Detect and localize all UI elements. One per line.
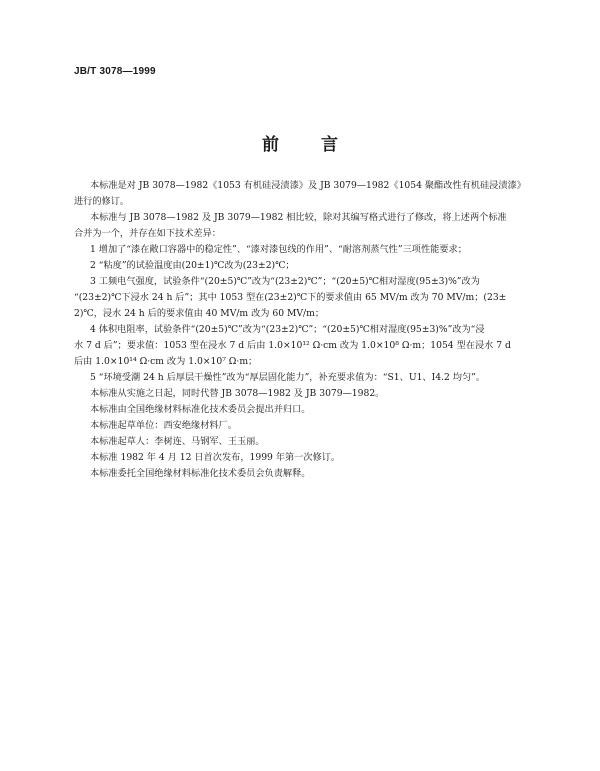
paragraph-line: 本标准起草单位：西安绝缘材料厂。 <box>90 420 237 431</box>
paragraph-line: 本标准委托全国绝缘材料标准化技术委员会负责解释。 <box>90 468 311 479</box>
paragraph-line: 本标准 1982 年 4 月 12 日首次发布，1999 年第一次修订。 <box>90 452 341 463</box>
page-title: 前言 <box>262 135 380 155</box>
list-item-continuation: 水 7 d 后”；要求值：1053 型在浸水 7 d 后由 1.0×10¹² Ω·cm 改为 1.0×10⁸ Ω·m；1054 型在浸水 7 d <box>74 340 511 351</box>
list-item-continuation: 2)℃，浸水 24 h 后的要求值由 40 MV/m 改为 60 MV/m； <box>74 308 325 319</box>
list-item: 2 “粘度”的试验温度由(20±1)℃改为(23±2)℃； <box>90 260 295 271</box>
paragraph-line: 进行的修订。 <box>74 196 130 207</box>
list-item: 5 “环境受潮 24 h 后厚层干燥性”改为“厚层固化能力”，补充要求值为：“S1、U1、I4.2 均匀”。 <box>90 372 486 383</box>
list-item: 4 体积电阻率，试验条件“(20±5)℃”改为“(23±2)℃”；“(20±5)℃相对湿度(95±3)%”改为“浸 <box>90 324 485 335</box>
standard-code: JB/T 3078—1999 <box>74 66 156 77</box>
list-item-continuation: 后由 1.0×10¹⁴ Ω·cm 改为 1.0×10⁷ Ω·m； <box>74 356 258 367</box>
paragraph-line: 本标准由全国绝缘材料标准化技术委员会提出并归口。 <box>90 404 311 415</box>
list-item: 3 工频电气强度，试验条件“(20±5)℃”改为“(23±2)℃”；“(20±5)℃相对湿度(95±3)%”改为 <box>90 276 480 287</box>
list-item: 1 增加了“漆在敞口容器中的稳定性”、“漆对漆包线的作用”、“耐溶剂蒸气性”三项性能要求； <box>90 244 467 255</box>
list-item-continuation: “(23±2)℃下浸水 24 h 后”；其中 1053 型在(23±2)℃下的要求值由 65 MV/m 改为 70 MV/m；(23± <box>74 292 507 303</box>
paragraph-line: 合并为一个，并存在如下技术差异： <box>74 228 221 239</box>
paragraph-line: 本标准从实施之日起，同时代替 JB 3078—1982 及 JB 3079—1982。 <box>90 388 385 399</box>
paragraph-line: 本标准与 JB 3078—1982 及 JB 3079—1982 相比较，除对其编写格式进行了修改，将上述两个标准 <box>90 212 507 223</box>
paragraph-line: 本标准起草人：李树连、马钢军、王玉丽。 <box>90 436 265 447</box>
paragraph-line: 本标准是对 JB 3078—1982《1053 有机硅浸渍漆》及 JB 3079—1982《1054 聚酯改性有机硅浸渍漆》 <box>90 180 526 191</box>
